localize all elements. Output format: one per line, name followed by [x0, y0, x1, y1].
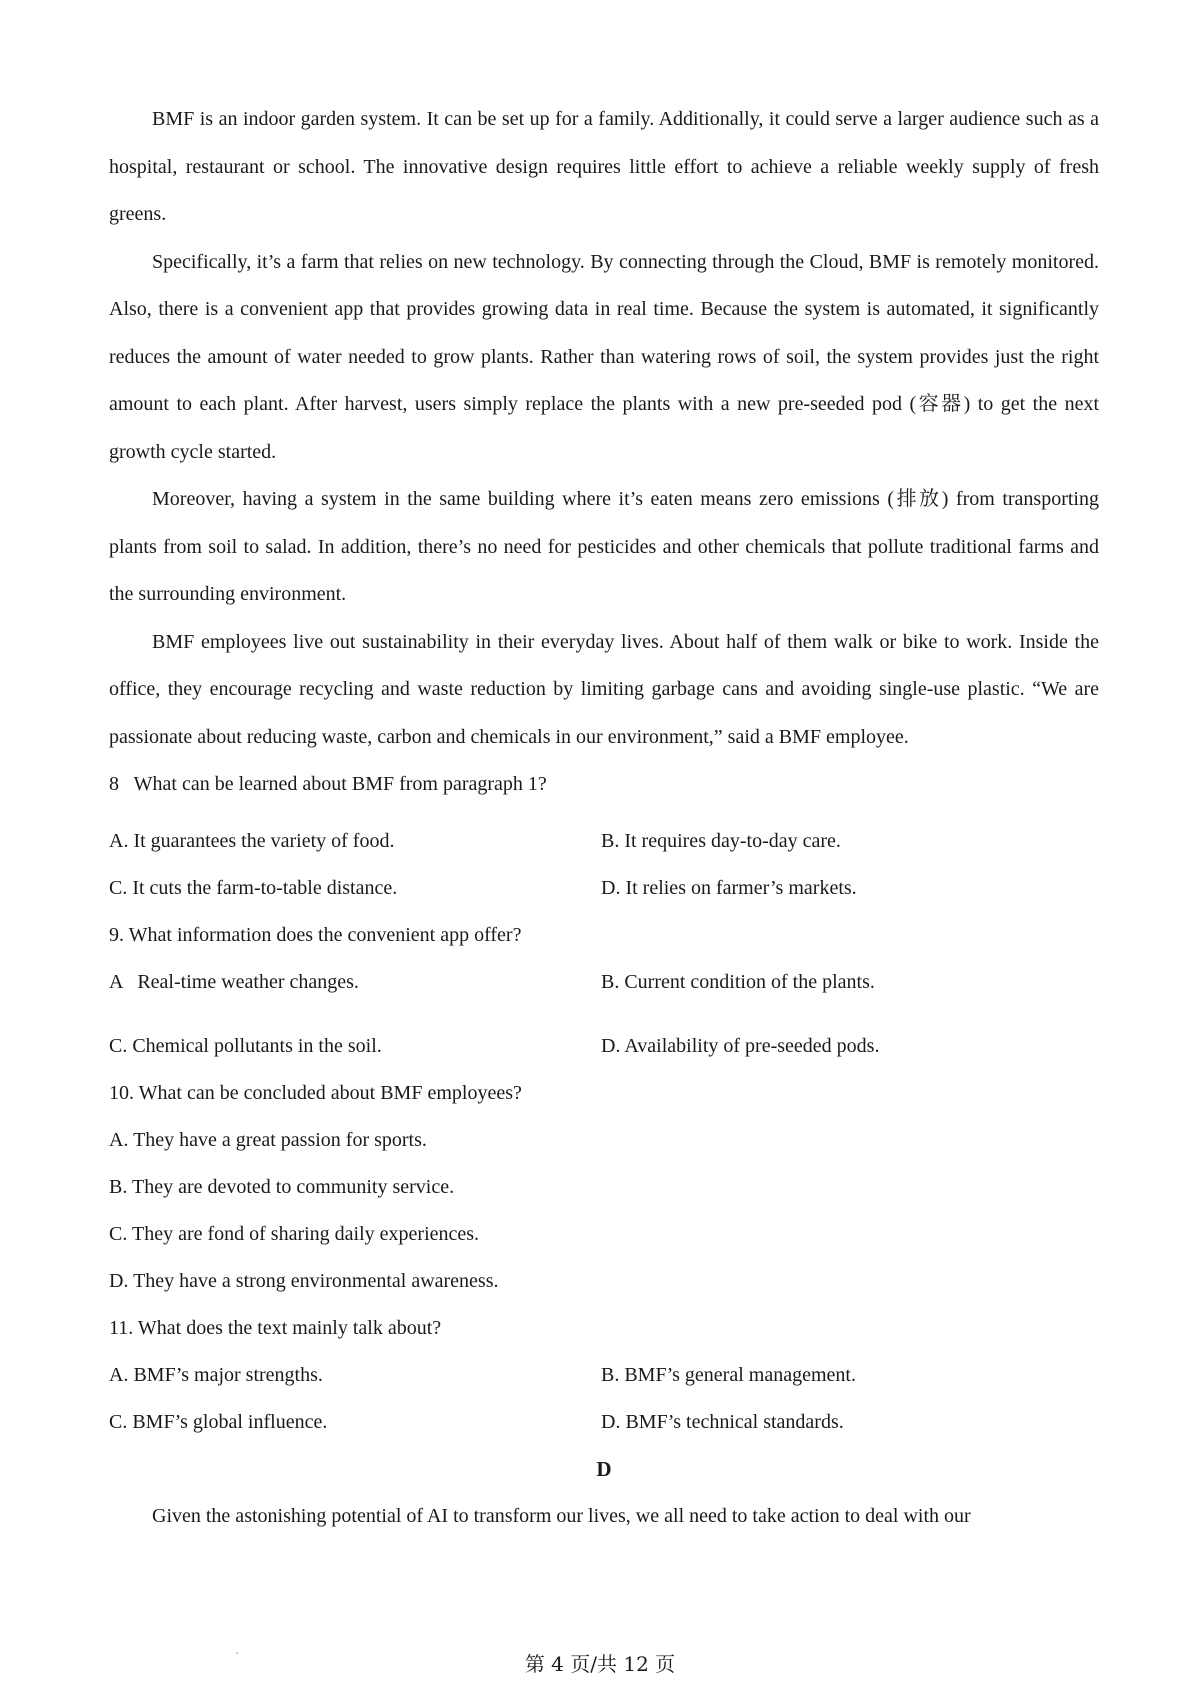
question-11-options	[109, 1352, 1099, 1446]
document-page	[109, 96, 1099, 1541]
question-11-option-b: B. BMF’s general management.	[601, 1364, 856, 1386]
question-10-option-d: D. They have a strong environmental awareness.	[109, 1270, 499, 1292]
passage-paragraph-1: BMF is an indoor garden system. It can be set up for a family. Additionally, it could serve a larger audience such as a hospital, restaurant or school. The innovative design requires little effort to achieve a reliable weekly supply of fresh greens.	[109, 108, 1099, 225]
question-8-option-b: B. It requires day-to-day care.	[601, 830, 841, 852]
passage-paragraph-4: BMF employees live out sustainability in their everyday lives. About half of them walk or bike to work. Inside the office, they encourage recycling and waste reduction by limiting garbage cans and avoiding single-use plastic. “We are passionate about reducing waste, carbon and chemicals in our environment,” said a BMF employee.	[109, 630, 1099, 748]
question-8-option-a: A. It guarantees the variety of food.	[109, 830, 395, 852]
question-8-options	[109, 818, 1099, 912]
question-9-options	[109, 959, 1099, 1070]
question-9-option-b: B. Current condition of the plants.	[601, 971, 875, 993]
question-10-stem: 10. What can be concluded about BMF employees?	[109, 1082, 522, 1104]
passage-paragraph-2: Specifically, it’s a farm that relies on new technology. By connecting through the Cloud, BMF is remotely monitored. Also, there is a convenient app that provides growing data in real time. Because the system is automated, it significantly reduces the amount of water needed to grow plants. Rather than watering rows of soil, the system provides just the right amount to each plant. After harvest, users simply replace the plants with a new pre-seeded pod (容器) to get the next growth cycle started.	[109, 250, 1099, 463]
question-8-option-d: D. It relies on farmer’s markets.	[601, 877, 857, 899]
question-11-option-c: C. BMF’s global influence.	[109, 1411, 328, 1433]
question-9-option-d: D. Availability of pre-seeded pods.	[601, 1035, 880, 1057]
question-10-option-a: A. They have a great passion for sports.	[109, 1129, 427, 1151]
question-8-option-c: C. It cuts the farm-to-table distance.	[109, 877, 398, 899]
next-passage-start: Given the astonishing potential of AI to transform our lives, we all need to take action to deal with our	[152, 1505, 971, 1527]
question-11-option-d: D. BMF’s technical standards.	[601, 1411, 844, 1433]
question-11-option-a: A. BMF’s major strengths.	[109, 1364, 323, 1386]
page-footer: 第 4 页/共 12 页	[524, 1652, 676, 1676]
question-9-option-a: A Real-time weather changes.	[109, 971, 359, 993]
passage-paragraph-3: Moreover, having a system in the same building where it’s eaten means zero emissions (排放) from transporting plants from soil to salad. In addition, there’s no need for pesticides and other chemicals that pollute traditional farms and the surrounding environment.	[109, 488, 1099, 605]
question-10-option-b: B. They are devoted to community service.	[109, 1176, 455, 1198]
question-10-option-c: C. They are fond of sharing daily experiences.	[109, 1223, 480, 1245]
question-11-stem: 11. What does the text mainly talk about?	[109, 1317, 442, 1339]
section-heading: D	[596, 1457, 612, 1481]
question-8-stem: 8 What can be learned about BMF from paragraph 1?	[109, 773, 547, 795]
question-9-stem: 9. What information does the convenient app offer?	[109, 924, 522, 946]
question-9-option-c: C. Chemical pollutants in the soil.	[109, 1035, 382, 1057]
